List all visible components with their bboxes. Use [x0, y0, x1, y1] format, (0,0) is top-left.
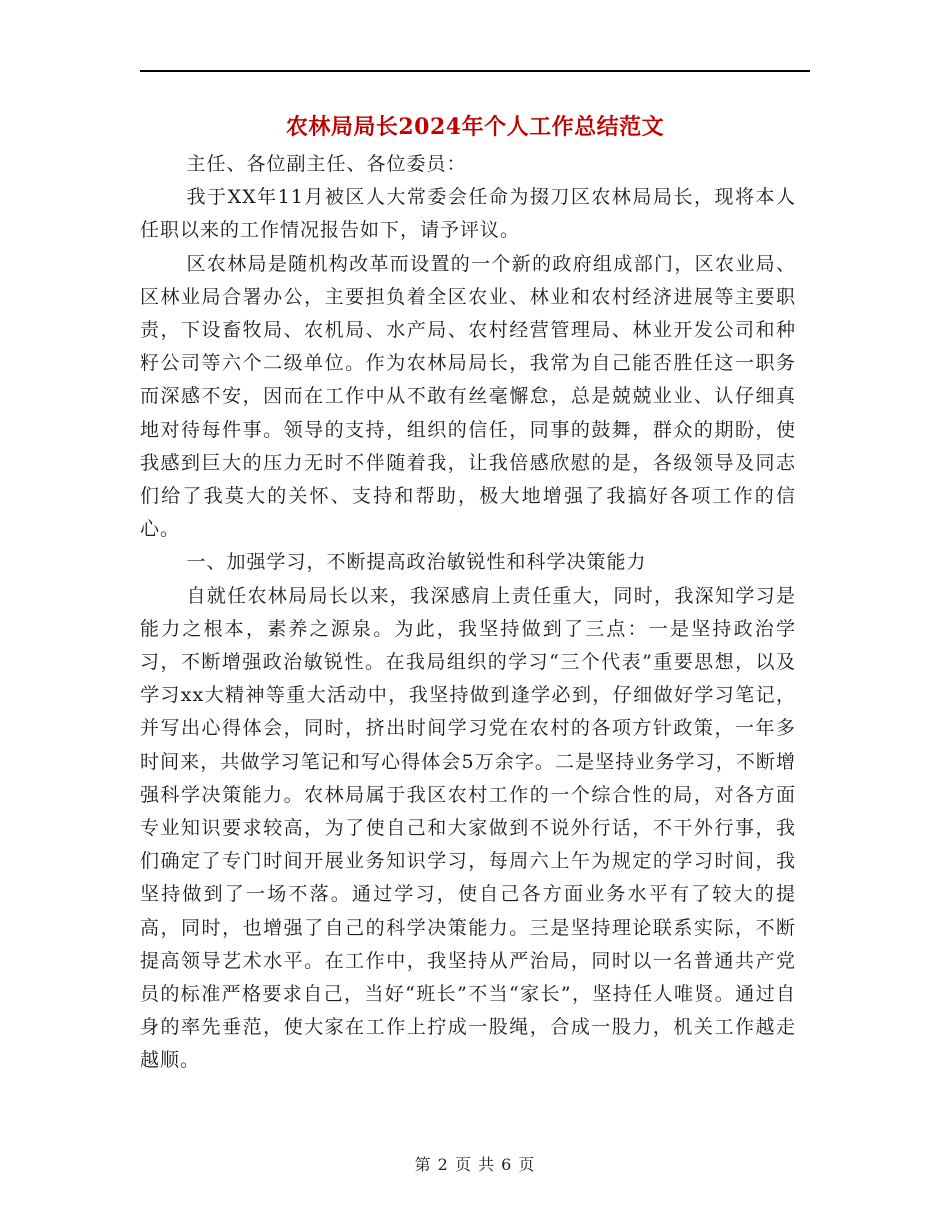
salutation-paragraph: 主任、各位副主任、各位委员： — [186, 153, 467, 175]
section-heading: 一、加强学习，不断提高政治敏锐性和科学决策能力 — [186, 551, 647, 574]
header-rule — [140, 70, 810, 72]
page-number: 第 2 页 共 6 页 — [414, 1155, 536, 1174]
document-title: 农林局局长2024年个人工作总结范文 — [285, 114, 665, 140]
study-paragraph: 自就任农林局局长以来，我深感肩上责任重大，同时，我深知学习是能力之根本，素养之源泉。为此，我坚持做到了三点：一是坚持政治学习，不断增强政治敏锐性。在我局组织的学习“三个代表”重要思想，以及学习xx大精神等重大活动中，我坚持做到逢学必到，仔细做好学习笔记，并写出心得体会，同时，挤出时间学习党在农村的各项方针政策，一年多时间来，共做学习笔记和写心得体会5万余字。二是坚持业务学习，不断增强科学决策能力。农林局属于我区农村工作的一个综合性的局，对各方面专业知识要求较高，为了使自己和大家做到不说外行话，不干外行事，我们确定了专门时间开展业务知识学习，每周六上午为规定的学习时间，我坚持做到了一场不落。通过学习，使自己各方面业务水平有了较大的提高，同时，也增强了自己的科学决策能力。三是坚持理论联系实际，不断提高领导艺术水平。在工作中，我坚持从严治局，同时以一名普通共产党员的标准严格要求自己，当好“班长”不当“家长”，坚持任人唯贤。通过自身的率先垂范，使大家在工作上拧成一股绳，合成一股力，机关工作越走越顺。 — [140, 584, 796, 1072]
intro-paragraph: 我于XX年11月被区人大常委会任命为掇刀区农林局局长，现将本人任职以来的工作情况报告如下，请予评议。 — [140, 186, 796, 242]
document-body — [140, 148, 796, 1078]
background-paragraph: 区农林局是随机构改革而设置的一个新的政府组成部门，区农业局、区林业局合署办公，主要担负着全区农业、林业和农村经济进展等主要职责，下设畜牧局、农机局、水产局、农村经营管理局、林业开发公司和种籽公司等六个二级单位。作为农林局局长，我常为自己能否胜任这一职务而深感不安，因而在工作中从不敢有丝毫懈怠，总是兢兢业业、认仔细真地对待每件事。领导的支持，组织的信任，同事的鼓舞，群众的期盼，使我感到巨大的压力无时不伴随着我，让我倍感欣慰的是，各级领导及同志们给了我莫大的关怀、支持和帮助，极大地增强了我搞好各项工作的信心。 — [140, 252, 796, 541]
